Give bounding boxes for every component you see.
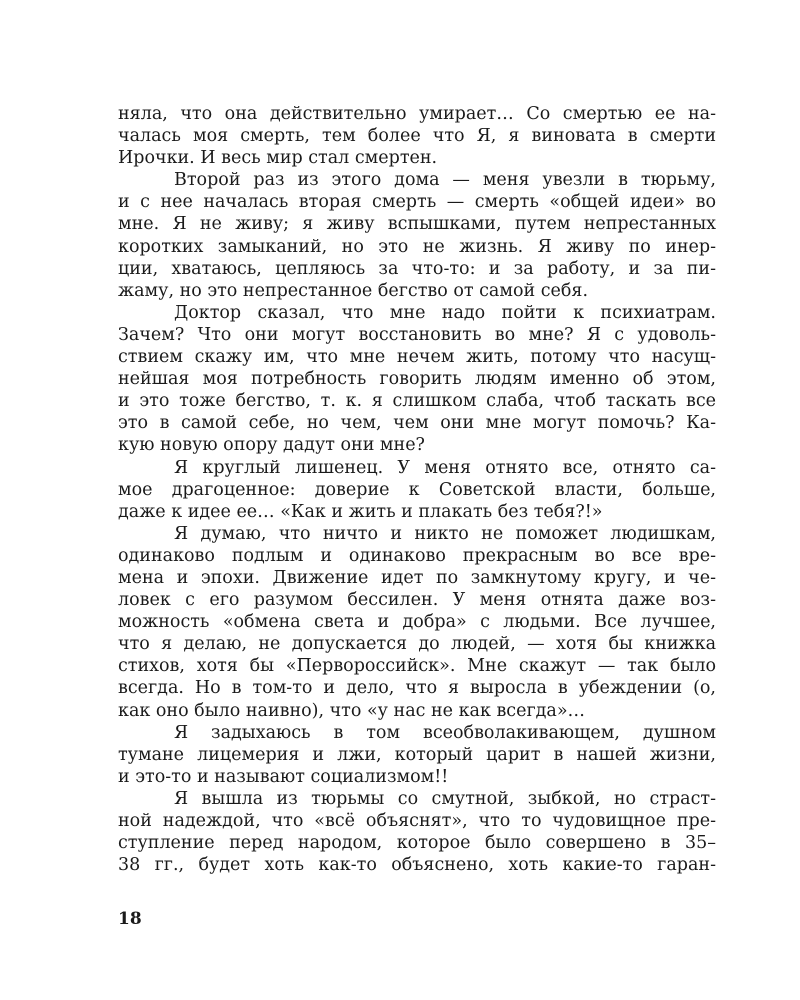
text-line: и это тоже бегство, т. к. я слишком слаба, чтоб таскать все <box>118 391 716 412</box>
text-line: Ирочки. И весь мир стал смертен. <box>118 148 438 169</box>
text-line: Я думаю, что ничто и никто не поможет людишкам, <box>174 523 716 544</box>
text-line: как оно было наивно), что «у нас не как всегда»… <box>118 700 586 721</box>
text-line: стихов, хотя бы «Первороссийск». Мне скажут — так было <box>118 656 716 677</box>
text-line: Я задыхаюсь в том всеобволакивающем, душном <box>174 722 716 743</box>
text-line: коротких замыканий, но это не жизнь. Я живу по инер- <box>118 236 716 257</box>
text-line: и это-то и называют социализмом!! <box>118 766 449 787</box>
text-line: Зачем? Что они могут восстановить во мне? Я с удоволь- <box>118 324 716 345</box>
text-line: ловек с его разумом бессилен. У меня отнята даже воз- <box>118 590 716 611</box>
text-line: Второй раз из этого дома — меня увезли в тюрьму, <box>174 170 716 191</box>
text-line: одинаково подлым и одинаково прекрасным во все вре- <box>118 545 716 566</box>
text-line: нейшая моя потребность говорить людям именно об этом, <box>118 369 716 390</box>
text-line: ции, хватаюсь, цепляюсь за что-то: и за работу, и за пи- <box>118 258 716 279</box>
text-line: Доктор сказал, что мне надо пойти к психиатрам. <box>174 302 716 323</box>
text-line: Я вышла из тюрьмы со смутной, зыбкой, но страст- <box>174 788 716 809</box>
text-line: тумане лицемерия и лжи, который царит в нашей жизни, <box>118 744 716 765</box>
text-line: Я круглый лишенец. У меня отнято все, отнято са- <box>174 457 716 478</box>
text-line: кую новую опору дадут они мне? <box>118 435 425 456</box>
text-line: ствием скажу им, что мне нечем жить, потому что насущ- <box>118 347 716 368</box>
text-line: мена и эпохи. Движение идет по замкнутому кругу, и че- <box>118 567 716 588</box>
text-line: чалась моя смерть, тем более что Я, я виновата в смерти <box>118 126 716 147</box>
text-line: всегда. Но в том-то и дело, что я выросла в убеждении (о, <box>118 678 716 699</box>
text-line: жаму, но это непрестанное бегство от самой себя. <box>118 280 589 301</box>
text-line: 38 гг., будет хоть как-то объяснено, хоть какие-то гаран- <box>118 855 716 876</box>
text-line: мое драгоценное: доверие к Советской власти, больше, <box>118 479 716 500</box>
body-text <box>118 103 716 876</box>
page-number: 18 <box>118 909 142 929</box>
text-line: что я делаю, не допускается до людей, — хотя бы книжка <box>118 634 716 655</box>
text-line: и с нее началась вторая смерть — смерть «общей идеи» во <box>118 192 716 213</box>
text-line: можность «обмена света и добра» с людьми. Все лучшее, <box>118 612 716 633</box>
text-line: даже к идее ее… «Как и жить и плакать без тебя?!» <box>118 501 603 522</box>
text-line: мне. Я не живу; я живу вспышками, путем непрестанных <box>118 214 716 235</box>
text-line: ступление перед народом, которое было совершено в 35– <box>118 833 716 854</box>
text-line: это в самой себе, но чем, чем они мне могут помочь? Ка- <box>118 413 716 434</box>
text-line: няла, что она действительно умирает… Со смертью ее на- <box>118 104 716 124</box>
text-line: ной надеждой, что «всё объяснят», что то чудовищное пре- <box>118 811 716 831</box>
